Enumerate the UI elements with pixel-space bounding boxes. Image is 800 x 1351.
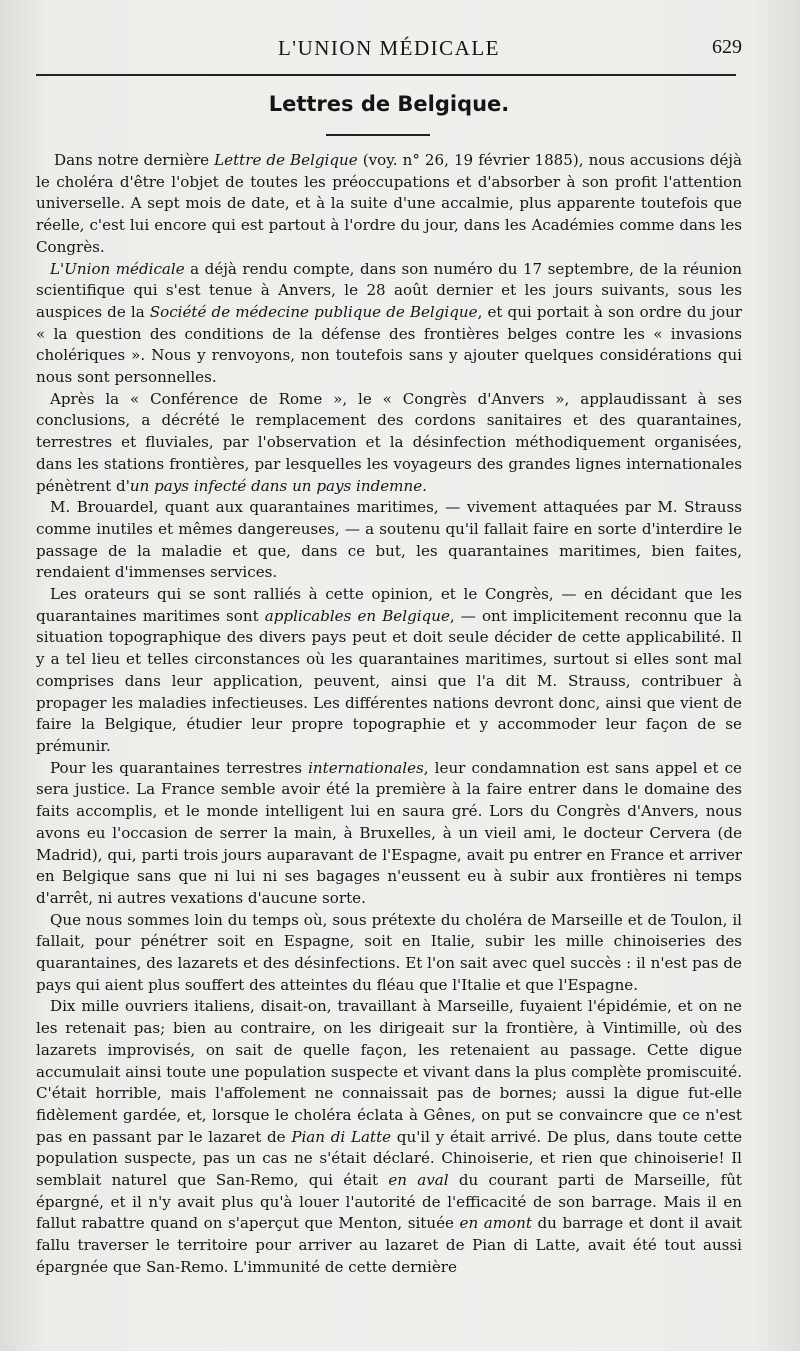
italic-run: Lettre de Belgique <box>214 151 358 169</box>
paragraph <box>36 497 742 584</box>
italic-run: applicables en Belgique <box>264 606 450 625</box>
italic-run: internationales <box>308 758 424 777</box>
page-number: 629 <box>712 36 742 58</box>
paragraph <box>36 584 742 758</box>
text-run: , — ont implicitement reconnu que la situation topographique des divers pays peut et doit seule décider de cette applicabilité. Il y a tel lieu et telles circonstances où les quarantaines maritimes, surtout si elles sont mal comprises dans leur application, peuvent, ainsi que l'a dit M. Strauss, contribuer à propager les maladies infectieuses. Les différentes nations devront donc, ainsi que vient de faire la Belgique, étudier leur propre topographie et y accommoder leur façon de se prémunir. <box>36 606 742 755</box>
text-run: qu'il y était arrivé. De plus, dans toute cette population suspecte, pas un cas ne s'était déclaré. Chinoiserie, et rien que chinoiserie! Il semblait naturel que San-Remo, qui était <box>36 1127 742 1190</box>
italic-run: Pian di Latte <box>291 1127 392 1146</box>
italic-run: en amont <box>459 1214 532 1233</box>
article-body <box>36 150 742 1279</box>
text-run: Les orateurs qui se sont ralliés à cette opinion, et le Congrès, — en décidant que les quarantaines maritimes sont <box>36 585 742 625</box>
paragraph <box>36 996 742 1278</box>
text-run: Pour les quarantaines terrestres <box>50 758 309 777</box>
article-title: Lettres de Belgique. <box>268 92 510 116</box>
journal-name: L'UNION MÉDICALE <box>277 36 500 60</box>
header-rule <box>36 74 736 76</box>
paragraph <box>36 259 742 389</box>
text-run: du courant parti de Marseille, fût épargné, et il n'y avait plus qu'à louer l'autorité de l'efficacité de son barrage. Mais il en fallut rabattre quand on s'aperçut que Menton, située <box>36 1171 742 1233</box>
text-run: Dix mille ouvriers italiens, disait-on, travaillant à Marseille, fuyaient l'épidémie, et on ne les retenait pas; bien au contraire, on les dirigeait sur la frontière, à Vintimille, où des lazarets improvisés, on sait de quelle façon, les retenaient au passage. Cette digue accumulait ainsi toute une population suspecte et vivant dans la plus complète promiscuité. C'était horrible, mais l'affolement ne connaissait pas de bornes; aussi la digue fut-elle fidèlement gardée, et, lorsque le choléra éclata à Gênes, on put se convaincre que ce n'est pas en passant par le lazaret de <box>36 997 742 1146</box>
paragraph <box>36 910 742 997</box>
text-run: , et qui portait à son ordre du jour « la question des conditions de la défense des frontières belges contre les « invasions cholériques ». Nous y renvoyons, non toutefois sans y ajouter quelques considérations qui nous sont personnelles. <box>36 302 743 387</box>
text-run: Après la « Conférence de Rome », le « Congrès d'Anvers », applaudissant à ses conclusions, a décrété le remplacement des cordons sanitaires et des quarantaines, terrestres et fluviales, par l'observation et la désinfection méthodiquement organisées, dans les stations frontières, par lesquelles les voyageurs des grandes lignes internationales pénètrent d' <box>36 389 742 495</box>
italic-run: L'Union médicale <box>50 259 185 278</box>
paragraph <box>36 758 742 910</box>
text-run: a déjà rendu compte, dans son numéro du 17 septembre, de la réunion scientifique qui s'est tenue à Anvers, le 28 août dernier et les jours suivants, sous les auspices de la <box>36 259 742 321</box>
text-run: (voy. n° 26, 19 février 1885), nous accusions déjà le choléra d'être l'objet de toutes les préoccupations et d'absorber à son profit l'attention universelle. A sept mois de date, et à la suite d'une accalmie, plus apparente toutefois que réelle, c'est lui encore qui est partout à l'ordre du jour, dans les Académies comme dans les Congrès. <box>36 151 742 256</box>
text-run: Dans notre dernière <box>54 151 215 169</box>
italic-run: un pays infecté dans un pays indemne. <box>129 476 427 495</box>
text-run: du barrage et dont il avait fallu traverser le territoire pour arriver au lazaret de Pian di Latte, avait été tout aussi épargnée que San-Remo. L'immunité de cette dernière <box>36 1214 742 1276</box>
italic-run: en aval <box>388 1171 449 1190</box>
paragraph <box>36 150 742 259</box>
title-rule <box>326 134 430 136</box>
paragraph <box>36 389 742 498</box>
text-run: , leur condamnation est sans appel et ce sera justice. La France semble avoir été la première à la faire entrer dans le domaine des faits accomplis, et le monde intelligent lui en saura gré. Lors du Congrès d'Anvers, nous avons eu l'occasion de serrer la main, à Bruxelles, à un vieil ami, le docteur Cervera (de Madrid), qui, parti trois jours auparavant de l'Espagne, avait pu entrer en France et arriver en Belgique sans que ni lui ni ses bagages n'eussent eu à subir aux frontières ni temps d'arrêt, ni autres vexations d'aucune sorte. <box>36 758 742 907</box>
text-run: M. Brouardel, quant aux quarantaines maritimes, — vivement attaquées par M. Strauss comme inutiles et mêmes dangereuses, — a soutenu qu'il fallait faire en sorte d'interdire le passage de la maladie et que, dans ce but, les quarantaines maritimes, bien faites, rendaient d'immenses services. <box>36 498 742 582</box>
text-run: Que nous sommes loin du temps où, sous prétexte du choléra de Marseille et de Toulon, il fallait, pour pénétrer soit en Espagne, soit en Italie, subir les mille chinoiseries des quarantaines, des lazarets et des désinfections. Et l'on sait avec quel succès : il n'est pas de pays qui aient plus souffert des atteintes du fléau que l'Italie et que l'Espagne. <box>36 910 742 994</box>
running-head <box>36 36 742 72</box>
italic-run: Société de médecine publique de Belgique <box>149 302 478 321</box>
